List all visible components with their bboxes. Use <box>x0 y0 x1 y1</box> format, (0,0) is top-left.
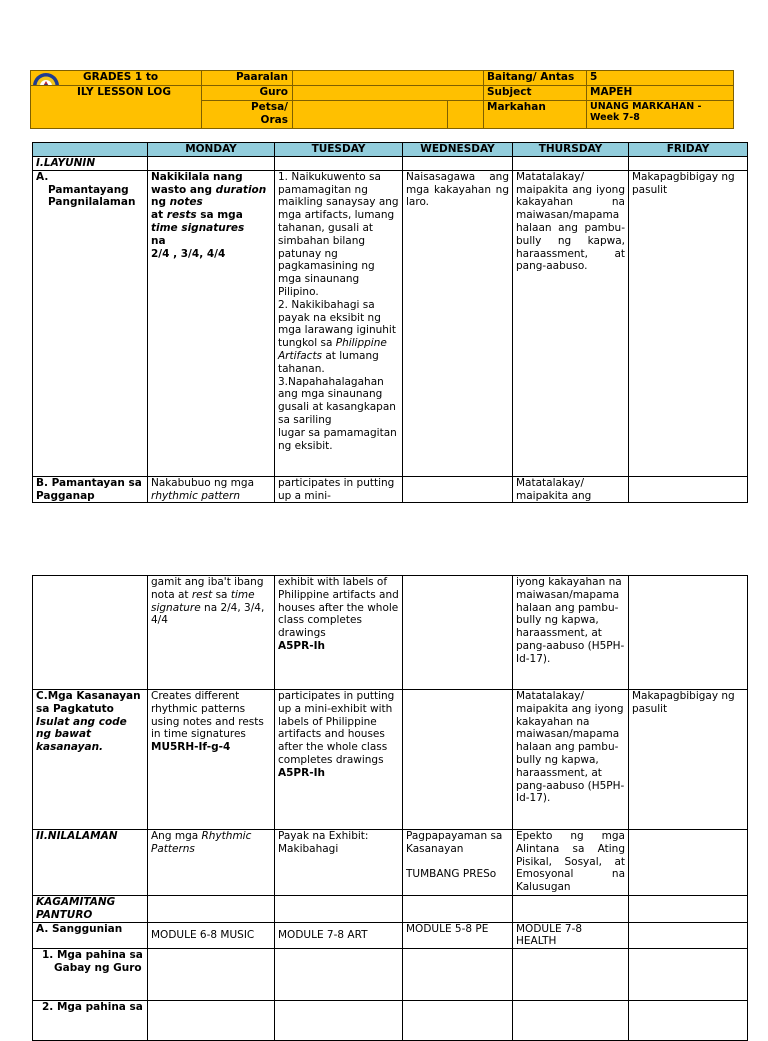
title-line-2: ILY LESSON LOG <box>77 86 171 98</box>
n-wed-2: TUMBANG PRESo <box>406 867 497 880</box>
b-cont-mon-5: na 2/4, 3/4, 4/4 <box>151 601 265 627</box>
row-a-label <box>33 170 148 476</box>
layunin-label: I.LAYUNIN <box>33 157 148 171</box>
item-2-text: 2. Mga pahina sa <box>42 1001 143 1014</box>
title-line-1: GRADES 1 to <box>83 71 159 83</box>
petsa-label-1: Petsa/ <box>250 101 288 113</box>
row-b-cont-label <box>33 576 148 690</box>
baitang-label: Baitang/ Antas <box>484 71 587 86</box>
row-b-cont-wednesday <box>403 576 513 690</box>
row-a-title: Pamantayang Pangnilalaman <box>48 183 136 209</box>
item-1-text: 1. Mga pahina sa Gabay ng Guro <box>42 949 143 974</box>
row-b-wednesday <box>403 476 513 503</box>
c-mon-text: Creates different rhythmic patterns using notes and rests in time signatures <box>151 690 264 741</box>
b-mon-text-2: rhythmic pattern <box>151 489 240 502</box>
deped-seal-icon <box>32 72 60 86</box>
b-cont-mon-2: rest <box>191 588 213 601</box>
nilalaman-monday <box>148 830 275 896</box>
item-1-label <box>33 949 148 1001</box>
markahan-label: Markahan <box>484 101 587 129</box>
row-b-tuesday: participates in putting up a mini- <box>275 476 403 503</box>
n-mon-2: Rhythmic Patterns <box>151 830 252 855</box>
row-sanggunian <box>33 922 748 949</box>
lesson-table-page-1 <box>32 142 748 503</box>
a-tue-item-1: 1. Naikukuwento sa pamamagitan ng maikling sanaysay ang mga artifacts, lumang tahanan, gusali at simbahan bilang patunay ng pagkamasining ng mga sinaunang Pilipino. <box>278 170 399 298</box>
oras-value[interactable] <box>448 101 484 129</box>
row-c-title: C.Mga Kasanayan sa Pagkatuto <box>36 690 141 715</box>
b-cont-tue-code: A5PR-Ih <box>278 639 325 652</box>
a-tue-item-2c: at lumang tahanan. <box>278 349 379 375</box>
guro-label: Guro <box>202 86 293 101</box>
markahan-value[interactable]: UNANG MARKAHAN - Week 7-8 <box>587 101 734 129</box>
row-a-friday: Makapagbibigay ng pasulit <box>629 170 748 476</box>
n-wed-1: Pagpapayaman sa Kasanayan <box>406 830 503 855</box>
b-mon-text-1: Nakabubuo ng mga <box>151 476 255 489</box>
b-cont-tue-1: exhibit with labels of Philippine artifacts and houses after the whole class completes drawings <box>278 576 399 640</box>
row-b-cont-friday <box>629 576 748 690</box>
n-mon-1: Ang mga <box>151 830 202 842</box>
day-monday: MONDAY <box>148 143 275 157</box>
a-mon-text-7: sa mga <box>196 209 243 222</box>
row-b-continued <box>33 576 748 690</box>
day-header-row <box>33 143 748 157</box>
a-mon-text-10: 2/4 , 3/4, 4/4 <box>151 247 226 260</box>
paaralan-value[interactable] <box>293 71 484 86</box>
sanggunian-friday <box>629 922 748 949</box>
petsa-label <box>202 101 293 129</box>
lesson-table-page-2 <box>32 575 748 1041</box>
row-b-cont-monday <box>148 576 275 690</box>
corner-cell <box>33 143 148 157</box>
row-c-thursday: Matatalakay/ maipakita ang iyong kakayahan na maiwasan/mapamahalaan ang pambu-bully ng kapwa, haraassment, at pang-aabuso (H5PH-Id-17). <box>513 690 629 830</box>
row-b <box>33 476 748 503</box>
sanggunian-tuesday: MODULE 7-8 ART <box>275 922 403 949</box>
title-cell <box>31 71 202 86</box>
header-table <box>30 70 734 129</box>
day-thursday: THURSDAY <box>513 143 629 157</box>
item-2-label <box>33 1001 148 1041</box>
nilalaman-label: II.NILALAMAN <box>33 830 148 896</box>
row-c-wednesday <box>403 690 513 830</box>
a-mon-text-8: time signatures <box>151 221 245 234</box>
row-nilalaman <box>33 830 748 896</box>
b-cont-mon-4: time signature <box>151 588 255 614</box>
layunin-row <box>33 157 748 171</box>
sanggunian-label: A. Sanggunian <box>33 922 148 949</box>
a-mon-text-5: at <box>151 209 167 222</box>
subject-label: Subject <box>484 86 587 101</box>
row-b-cont-tuesday <box>275 576 403 690</box>
a-mon-text-3: ng <box>151 196 170 209</box>
row-a-monday <box>148 170 275 476</box>
row-c-label <box>33 690 148 830</box>
nilalaman-tuesday: Payak na Exhibit: Makibahagi <box>275 830 403 896</box>
a-tue-item-4: lugar sa pamamagitan ng eksibit. <box>278 426 397 452</box>
a-mon-text-6: rests <box>166 209 197 222</box>
row-c-note: Isulat ang code ng bawat kasanayan. <box>36 715 127 754</box>
row-a <box>33 170 748 476</box>
row-a-tuesday <box>275 170 403 476</box>
c-tue-code: A5PR-Ih <box>278 766 325 779</box>
row-c-tuesday <box>275 690 403 830</box>
c-mon-code: MU5RH-If-g-4 <box>151 741 231 754</box>
petsa-value[interactable] <box>293 101 448 129</box>
a-mon-text-2: duration <box>215 183 267 196</box>
b-cont-mon-3: sa <box>212 588 231 601</box>
row-c-friday: Makapagbibigay ng pasulit <box>629 690 748 830</box>
row-a-thursday: Matatalakay/ maipakita ang iyong kakayahan na maiwasan/mapamahalaan ang pambu-bully ng kapwa, haraassment, at pang-aabuso. <box>513 170 629 476</box>
row-item-2 <box>33 1001 748 1041</box>
title-cell-2 <box>31 86 202 129</box>
a-tue-item-2b: Philippine Artifacts <box>278 337 387 362</box>
row-b-thursday: Matatalakay/ maipakita ang <box>513 476 629 503</box>
guro-value[interactable] <box>293 86 484 101</box>
row-a-wednesday: Naisasagawa ang mga kakayahan ng laro. <box>403 170 513 476</box>
paaralan-label: Paaralan <box>202 71 293 86</box>
row-c-monday <box>148 690 275 830</box>
a-mon-text-4: notes <box>169 196 203 209</box>
baitang-value[interactable]: 5 <box>587 71 734 86</box>
row-b-monday <box>148 476 275 503</box>
nilalaman-wednesday <box>403 830 513 896</box>
a-tue-item-3: 3.Napahahalagahan ang mga sinaunang gusali at kasangkapan sa sariling <box>278 375 396 426</box>
nilalaman-friday <box>629 830 748 896</box>
day-friday: FRIDAY <box>629 143 748 157</box>
petsa-label-2: Oras <box>260 114 288 126</box>
row-kagamitan <box>33 896 748 923</box>
b-cont-mon-1: gamit ang iba't ibang nota at <box>151 576 264 601</box>
subject-value[interactable]: MAPEH <box>587 86 734 101</box>
row-b-label: B. Pamantayan sa Pagganap <box>33 476 148 503</box>
a-mon-text-9: na <box>151 234 166 247</box>
row-item-1 <box>33 949 748 1001</box>
sanggunian-thursday: MODULE 7-8 HEALTH <box>513 922 629 949</box>
nilalaman-thursday: Epekto ng mga Alintana sa Ating Pisikal, Sosyal, at Emosyonal na Kalusugan <box>513 830 629 896</box>
sanggunian-monday: MODULE 6-8 MUSIC <box>148 922 275 949</box>
day-tuesday: TUESDAY <box>275 143 403 157</box>
row-b-cont-thursday: iyong kakayahan na maiwasan/mapamahalaan ang pambu-bully ng kapwa, haraassment, at pang-aabuso (H5PH-Id-17). <box>513 576 629 690</box>
day-wednesday: WEDNESDAY <box>403 143 513 157</box>
c-tue-text: participates in putting up a mini-exhibit with labels of Philippine artifacts and houses after the whole class completes drawings <box>278 690 395 766</box>
kagamitan-label: KAGAMITANG PANTURO <box>33 896 148 923</box>
a-mon-text-1: Nakikilala nang wasto ang <box>151 170 243 196</box>
row-c <box>33 690 748 830</box>
a-tue-item-2a: 2. Nakikibahagi sa payak na eksibit ng mga larawang iginuhit tungkol sa <box>278 298 396 350</box>
row-b-friday <box>629 476 748 503</box>
sanggunian-wednesday: MODULE 5-8 PE <box>403 922 513 949</box>
row-a-letter: A. <box>36 170 49 183</box>
